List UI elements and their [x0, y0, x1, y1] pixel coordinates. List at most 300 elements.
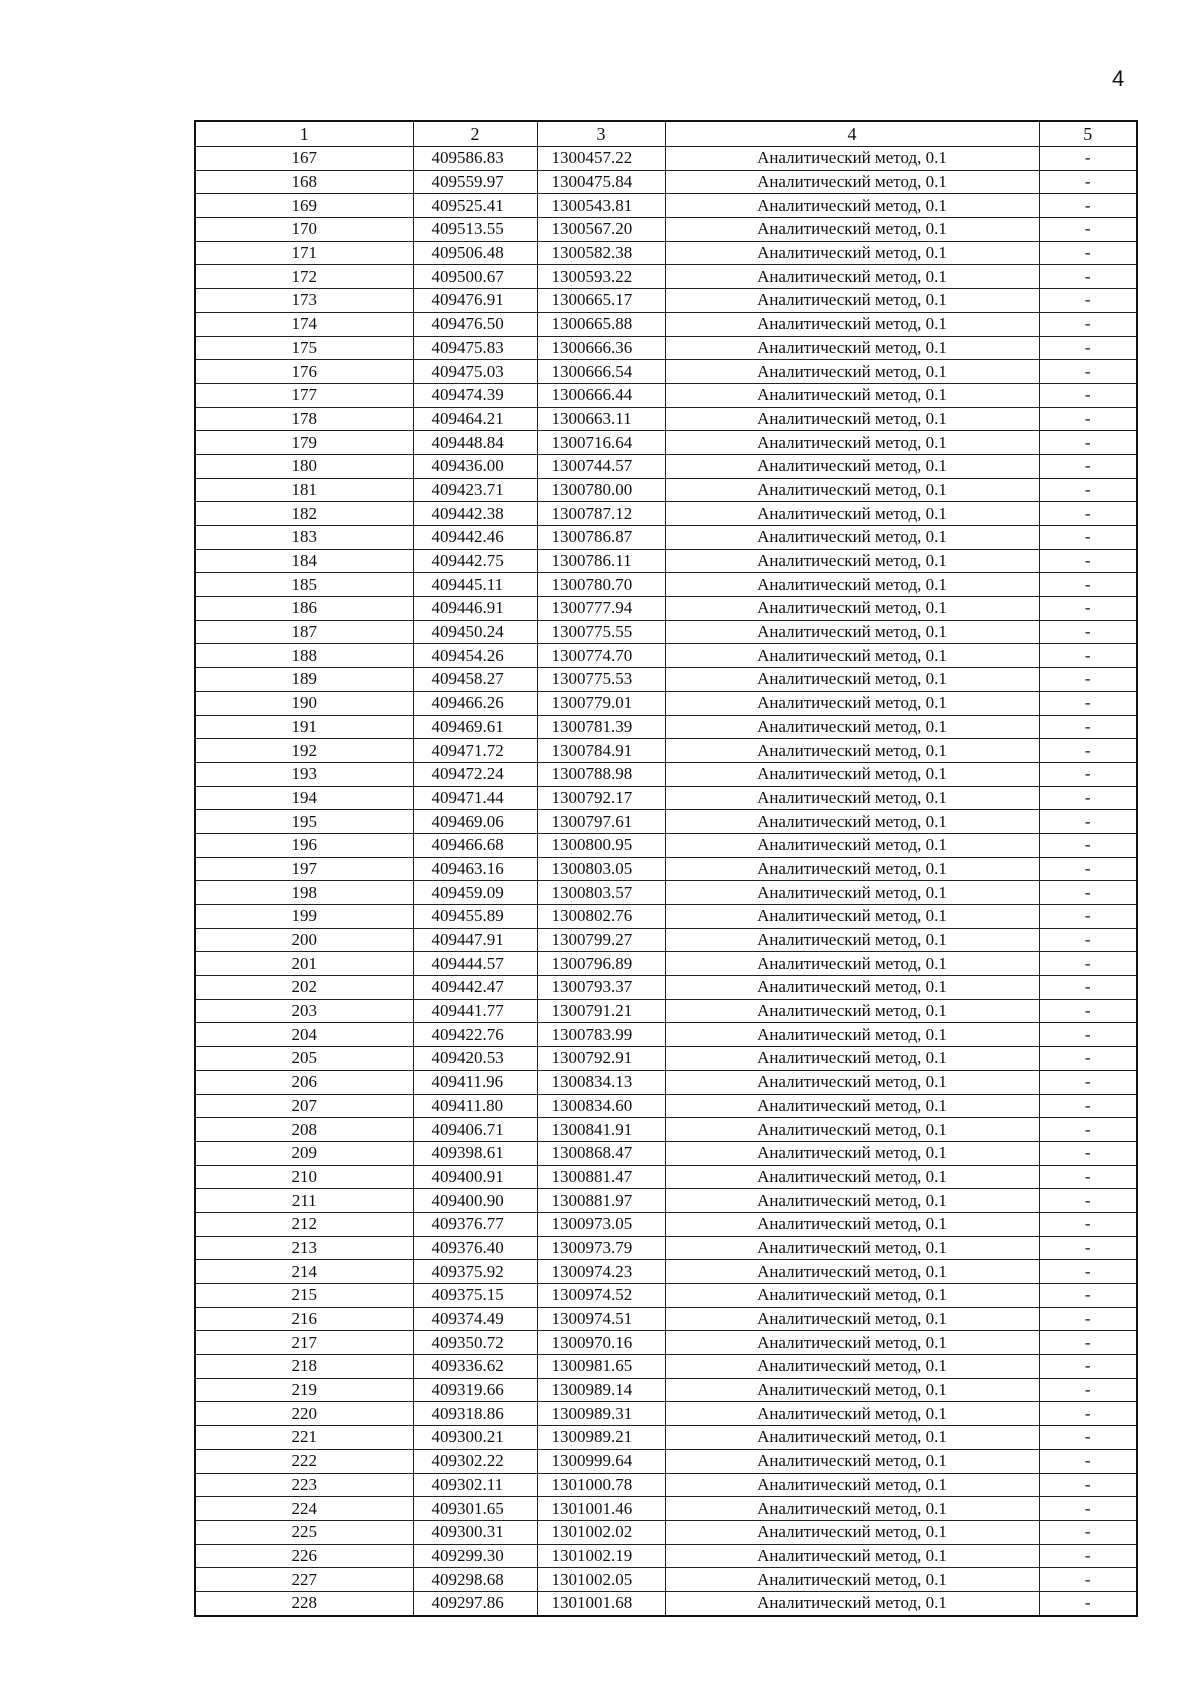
table-row [195, 194, 1137, 218]
table-row [195, 1284, 1137, 1308]
coord-y-cell: 1301001.68 [537, 1591, 665, 1615]
note-cell: - [1039, 1591, 1137, 1615]
method-cell: Аналитический метод, 0.1 [665, 502, 1039, 526]
table-row [195, 383, 1137, 407]
note-cell: - [1039, 1284, 1137, 1308]
table-row [195, 881, 1137, 905]
coord-y-cell: 1300841.91 [537, 1118, 665, 1142]
table-row [195, 407, 1137, 431]
point-number-cell: 201 [195, 952, 413, 976]
coord-y-cell: 1300786.87 [537, 526, 665, 550]
coord-y-cell: 1300834.60 [537, 1094, 665, 1118]
table-header [195, 121, 1137, 147]
point-number-cell: 206 [195, 1070, 413, 1094]
coord-y-cell: 1300881.97 [537, 1189, 665, 1213]
coord-x-cell: 409442.46 [413, 526, 537, 550]
point-number-cell: 218 [195, 1355, 413, 1379]
point-number-cell: 170 [195, 218, 413, 242]
coordinates-table [194, 120, 1138, 1617]
coord-y-cell: 1300787.12 [537, 502, 665, 526]
method-cell: Аналитический метод, 0.1 [665, 1402, 1039, 1426]
coord-y-cell: 1300974.23 [537, 1260, 665, 1284]
point-number-cell: 177 [195, 383, 413, 407]
coord-x-cell: 409300.21 [413, 1426, 537, 1450]
coord-x-cell: 409411.96 [413, 1070, 537, 1094]
table-row [195, 833, 1137, 857]
point-number-cell: 212 [195, 1212, 413, 1236]
table-row [195, 857, 1137, 881]
method-cell: Аналитический метод, 0.1 [665, 1568, 1039, 1592]
point-number-cell: 202 [195, 976, 413, 1000]
table-row [195, 762, 1137, 786]
coord-y-cell: 1300799.27 [537, 928, 665, 952]
method-cell: Аналитический метод, 0.1 [665, 478, 1039, 502]
point-number-cell: 175 [195, 336, 413, 360]
table-row [195, 1189, 1137, 1213]
point-number-cell: 214 [195, 1260, 413, 1284]
table-row [195, 1355, 1137, 1379]
point-number-cell: 211 [195, 1189, 413, 1213]
coord-y-cell: 1300793.37 [537, 976, 665, 1000]
coord-y-cell: 1300567.20 [537, 218, 665, 242]
coord-x-cell: 409374.49 [413, 1307, 537, 1331]
note-cell: - [1039, 1497, 1137, 1521]
table-row [195, 1497, 1137, 1521]
note-cell: - [1039, 194, 1137, 218]
note-cell: - [1039, 312, 1137, 336]
point-number-cell: 208 [195, 1118, 413, 1142]
coord-x-cell: 409442.75 [413, 549, 537, 573]
table-row [195, 336, 1137, 360]
table-row [195, 1236, 1137, 1260]
point-number-cell: 210 [195, 1165, 413, 1189]
method-cell: Аналитический метод, 0.1 [665, 644, 1039, 668]
coord-y-cell: 1300834.13 [537, 1070, 665, 1094]
note-cell: - [1039, 1023, 1137, 1047]
coord-x-cell: 409471.72 [413, 739, 537, 763]
table-row [195, 810, 1137, 834]
coord-y-cell: 1300989.21 [537, 1426, 665, 1450]
method-cell: Аналитический метод, 0.1 [665, 1260, 1039, 1284]
table-body [195, 147, 1137, 1616]
table-row [195, 170, 1137, 194]
table-row [195, 265, 1137, 289]
note-cell: - [1039, 526, 1137, 550]
note-cell: - [1039, 1331, 1137, 1355]
method-cell: Аналитический метод, 0.1 [665, 549, 1039, 573]
point-number-cell: 192 [195, 739, 413, 763]
note-cell: - [1039, 147, 1137, 171]
note-cell: - [1039, 810, 1137, 834]
point-number-cell: 172 [195, 265, 413, 289]
coord-x-cell: 409375.92 [413, 1260, 537, 1284]
note-cell: - [1039, 1070, 1137, 1094]
coord-x-cell: 409466.26 [413, 691, 537, 715]
table-row [195, 289, 1137, 313]
table-row [195, 928, 1137, 952]
note-cell: - [1039, 1544, 1137, 1568]
coord-x-cell: 409448.84 [413, 431, 537, 455]
table-row [195, 431, 1137, 455]
method-cell: Аналитический метод, 0.1 [665, 241, 1039, 265]
method-cell: Аналитический метод, 0.1 [665, 715, 1039, 739]
note-cell: - [1039, 644, 1137, 668]
table-row [195, 597, 1137, 621]
method-cell: Аналитический метод, 0.1 [665, 1473, 1039, 1497]
coordinates-table-container [194, 120, 1136, 1617]
coord-x-cell: 409454.26 [413, 644, 537, 668]
point-number-cell: 184 [195, 549, 413, 573]
method-cell: Аналитический метод, 0.1 [665, 786, 1039, 810]
header-row [195, 121, 1137, 147]
point-number-cell: 224 [195, 1497, 413, 1521]
method-cell: Аналитический метод, 0.1 [665, 1449, 1039, 1473]
point-number-cell: 228 [195, 1591, 413, 1615]
method-cell: Аналитический метод, 0.1 [665, 810, 1039, 834]
coord-x-cell: 409447.91 [413, 928, 537, 952]
method-cell: Аналитический метод, 0.1 [665, 1355, 1039, 1379]
table-row [195, 905, 1137, 929]
coord-y-cell: 1301001.46 [537, 1497, 665, 1521]
note-cell: - [1039, 905, 1137, 929]
note-cell: - [1039, 1260, 1137, 1284]
note-cell: - [1039, 668, 1137, 692]
point-number-cell: 190 [195, 691, 413, 715]
coord-y-cell: 1300973.79 [537, 1236, 665, 1260]
point-number-cell: 183 [195, 526, 413, 550]
header-col-2: 2 [413, 121, 537, 147]
table-row [195, 454, 1137, 478]
point-number-cell: 171 [195, 241, 413, 265]
coord-y-cell: 1300779.01 [537, 691, 665, 715]
table-row [195, 526, 1137, 550]
method-cell: Аналитический метод, 0.1 [665, 170, 1039, 194]
coord-y-cell: 1300744.57 [537, 454, 665, 478]
point-number-cell: 198 [195, 881, 413, 905]
method-cell: Аналитический метод, 0.1 [665, 1212, 1039, 1236]
coord-x-cell: 409475.03 [413, 360, 537, 384]
point-number-cell: 191 [195, 715, 413, 739]
coord-y-cell: 1300797.61 [537, 810, 665, 834]
note-cell: - [1039, 715, 1137, 739]
coord-x-cell: 409411.80 [413, 1094, 537, 1118]
coord-y-cell: 1300973.05 [537, 1212, 665, 1236]
coord-x-cell: 409299.30 [413, 1544, 537, 1568]
method-cell: Аналитический метод, 0.1 [665, 976, 1039, 1000]
point-number-cell: 174 [195, 312, 413, 336]
method-cell: Аналитический метод, 0.1 [665, 1497, 1039, 1521]
method-cell: Аналитический метод, 0.1 [665, 952, 1039, 976]
coord-x-cell: 409586.83 [413, 147, 537, 171]
coord-y-cell: 1301002.05 [537, 1568, 665, 1592]
point-number-cell: 196 [195, 833, 413, 857]
coord-x-cell: 409441.77 [413, 999, 537, 1023]
note-cell: - [1039, 762, 1137, 786]
coord-y-cell: 1301000.78 [537, 1473, 665, 1497]
point-number-cell: 187 [195, 620, 413, 644]
note-cell: - [1039, 1426, 1137, 1450]
method-cell: Аналитический метод, 0.1 [665, 597, 1039, 621]
coord-x-cell: 409476.50 [413, 312, 537, 336]
note-cell: - [1039, 1473, 1137, 1497]
coord-y-cell: 1300783.99 [537, 1023, 665, 1047]
note-cell: - [1039, 786, 1137, 810]
note-cell: - [1039, 1449, 1137, 1473]
page-number: 4 [1112, 66, 1125, 91]
table-row [195, 691, 1137, 715]
method-cell: Аналитический метод, 0.1 [665, 1284, 1039, 1308]
table-row [195, 1568, 1137, 1592]
point-number-cell: 216 [195, 1307, 413, 1331]
coord-x-cell: 409336.62 [413, 1355, 537, 1379]
point-number-cell: 217 [195, 1331, 413, 1355]
note-cell: - [1039, 170, 1137, 194]
table-row [195, 478, 1137, 502]
point-number-cell: 220 [195, 1402, 413, 1426]
method-cell: Аналитический метод, 0.1 [665, 336, 1039, 360]
table-row [195, 549, 1137, 573]
table-row [195, 1331, 1137, 1355]
coord-y-cell: 1300868.47 [537, 1141, 665, 1165]
note-cell: - [1039, 1307, 1137, 1331]
method-cell: Аналитический метод, 0.1 [665, 1047, 1039, 1071]
note-cell: - [1039, 1165, 1137, 1189]
coord-x-cell: 409442.47 [413, 976, 537, 1000]
table-row [195, 147, 1137, 171]
note-cell: - [1039, 1402, 1137, 1426]
coord-y-cell: 1300774.70 [537, 644, 665, 668]
note-cell: - [1039, 1378, 1137, 1402]
point-number-cell: 226 [195, 1544, 413, 1568]
note-cell: - [1039, 620, 1137, 644]
coord-y-cell: 1301002.19 [537, 1544, 665, 1568]
coord-x-cell: 409406.71 [413, 1118, 537, 1142]
table-row [195, 1023, 1137, 1047]
method-cell: Аналитический метод, 0.1 [665, 620, 1039, 644]
coord-y-cell: 1300989.31 [537, 1402, 665, 1426]
coord-y-cell: 1300881.47 [537, 1165, 665, 1189]
coord-y-cell: 1300780.70 [537, 573, 665, 597]
table-row [195, 1047, 1137, 1071]
coord-y-cell: 1300970.16 [537, 1331, 665, 1355]
method-cell: Аналитический метод, 0.1 [665, 905, 1039, 929]
method-cell: Аналитический метод, 0.1 [665, 691, 1039, 715]
coord-x-cell: 409400.90 [413, 1189, 537, 1213]
table-row [195, 1544, 1137, 1568]
coord-y-cell: 1300665.88 [537, 312, 665, 336]
coord-y-cell: 1300716.64 [537, 431, 665, 455]
coord-x-cell: 409444.57 [413, 952, 537, 976]
coord-x-cell: 409463.16 [413, 857, 537, 881]
coord-y-cell: 1300974.52 [537, 1284, 665, 1308]
table-row [195, 1591, 1137, 1615]
note-cell: - [1039, 383, 1137, 407]
coord-y-cell: 1300666.36 [537, 336, 665, 360]
table-row [195, 1212, 1137, 1236]
point-number-cell: 197 [195, 857, 413, 881]
method-cell: Аналитический метод, 0.1 [665, 857, 1039, 881]
coord-x-cell: 409376.40 [413, 1236, 537, 1260]
coord-y-cell: 1300582.38 [537, 241, 665, 265]
coord-x-cell: 409301.65 [413, 1497, 537, 1521]
method-cell: Аналитический метод, 0.1 [665, 147, 1039, 171]
table-row [195, 952, 1137, 976]
coord-y-cell: 1300974.51 [537, 1307, 665, 1331]
coord-x-cell: 409319.66 [413, 1378, 537, 1402]
header-col-1: 1 [195, 121, 413, 147]
method-cell: Аналитический метод, 0.1 [665, 1426, 1039, 1450]
table-row [195, 502, 1137, 526]
point-number-cell: 215 [195, 1284, 413, 1308]
coord-x-cell: 409466.68 [413, 833, 537, 857]
point-number-cell: 185 [195, 573, 413, 597]
method-cell: Аналитический метод, 0.1 [665, 1165, 1039, 1189]
note-cell: - [1039, 833, 1137, 857]
note-cell: - [1039, 597, 1137, 621]
coord-x-cell: 409474.39 [413, 383, 537, 407]
method-cell: Аналитический метод, 0.1 [665, 928, 1039, 952]
method-cell: Аналитический метод, 0.1 [665, 1023, 1039, 1047]
coord-y-cell: 1300663.11 [537, 407, 665, 431]
table-row [195, 1449, 1137, 1473]
coord-y-cell: 1300803.05 [537, 857, 665, 881]
note-cell: - [1039, 1047, 1137, 1071]
method-cell: Аналитический метод, 0.1 [665, 1094, 1039, 1118]
table-row [195, 218, 1137, 242]
method-cell: Аналитический метод, 0.1 [665, 526, 1039, 550]
point-number-cell: 223 [195, 1473, 413, 1497]
note-cell: - [1039, 241, 1137, 265]
coord-x-cell: 409525.41 [413, 194, 537, 218]
point-number-cell: 189 [195, 668, 413, 692]
table-row [195, 1378, 1137, 1402]
method-cell: Аналитический метод, 0.1 [665, 1591, 1039, 1615]
method-cell: Аналитический метод, 0.1 [665, 289, 1039, 313]
coord-y-cell: 1300593.22 [537, 265, 665, 289]
method-cell: Аналитический метод, 0.1 [665, 312, 1039, 336]
note-cell: - [1039, 1212, 1137, 1236]
coord-x-cell: 409471.44 [413, 786, 537, 810]
note-cell: - [1039, 1189, 1137, 1213]
note-cell: - [1039, 336, 1137, 360]
table-row [195, 739, 1137, 763]
method-cell: Аналитический метод, 0.1 [665, 1236, 1039, 1260]
method-cell: Аналитический метод, 0.1 [665, 383, 1039, 407]
coord-y-cell: 1300999.64 [537, 1449, 665, 1473]
table-row [195, 786, 1137, 810]
note-cell: - [1039, 478, 1137, 502]
note-cell: - [1039, 928, 1137, 952]
coord-x-cell: 409376.77 [413, 1212, 537, 1236]
note-cell: - [1039, 1568, 1137, 1592]
coord-y-cell: 1300792.91 [537, 1047, 665, 1071]
coord-y-cell: 1301002.02 [537, 1520, 665, 1544]
header-col-5: 5 [1039, 121, 1137, 147]
coord-y-cell: 1300989.14 [537, 1378, 665, 1402]
coord-y-cell: 1300981.65 [537, 1355, 665, 1379]
point-number-cell: 209 [195, 1141, 413, 1165]
method-cell: Аналитический метод, 0.1 [665, 1544, 1039, 1568]
point-number-cell: 179 [195, 431, 413, 455]
method-cell: Аналитический метод, 0.1 [665, 1307, 1039, 1331]
table-row [195, 312, 1137, 336]
point-number-cell: 194 [195, 786, 413, 810]
method-cell: Аналитический метод, 0.1 [665, 1189, 1039, 1213]
table-row [195, 573, 1137, 597]
coord-y-cell: 1300543.81 [537, 194, 665, 218]
note-cell: - [1039, 1355, 1137, 1379]
coord-y-cell: 1300786.11 [537, 549, 665, 573]
note-cell: - [1039, 691, 1137, 715]
coord-x-cell: 409464.21 [413, 407, 537, 431]
note-cell: - [1039, 431, 1137, 455]
coord-x-cell: 409559.97 [413, 170, 537, 194]
coord-y-cell: 1300780.00 [537, 478, 665, 502]
note-cell: - [1039, 573, 1137, 597]
note-cell: - [1039, 360, 1137, 384]
table-row [195, 1165, 1137, 1189]
method-cell: Аналитический метод, 0.1 [665, 194, 1039, 218]
point-number-cell: 200 [195, 928, 413, 952]
coord-x-cell: 409469.06 [413, 810, 537, 834]
note-cell: - [1039, 999, 1137, 1023]
method-cell: Аналитический метод, 0.1 [665, 407, 1039, 431]
method-cell: Аналитический метод, 0.1 [665, 739, 1039, 763]
note-cell: - [1039, 1236, 1137, 1260]
method-cell: Аналитический метод, 0.1 [665, 1141, 1039, 1165]
coord-x-cell: 409350.72 [413, 1331, 537, 1355]
coord-x-cell: 409475.83 [413, 336, 537, 360]
coord-y-cell: 1300803.57 [537, 881, 665, 905]
coord-x-cell: 409472.24 [413, 762, 537, 786]
point-number-cell: 199 [195, 905, 413, 929]
point-number-cell: 168 [195, 170, 413, 194]
point-number-cell: 178 [195, 407, 413, 431]
coord-y-cell: 1300784.91 [537, 739, 665, 763]
coord-x-cell: 409458.27 [413, 668, 537, 692]
note-cell: - [1039, 952, 1137, 976]
note-cell: - [1039, 265, 1137, 289]
coord-y-cell: 1300796.89 [537, 952, 665, 976]
coord-x-cell: 409400.91 [413, 1165, 537, 1189]
point-number-cell: 221 [195, 1426, 413, 1450]
note-cell: - [1039, 739, 1137, 763]
note-cell: - [1039, 976, 1137, 1000]
note-cell: - [1039, 881, 1137, 905]
point-number-cell: 193 [195, 762, 413, 786]
coord-x-cell: 409398.61 [413, 1141, 537, 1165]
method-cell: Аналитический метод, 0.1 [665, 1331, 1039, 1355]
coord-y-cell: 1300666.44 [537, 383, 665, 407]
coord-x-cell: 409302.22 [413, 1449, 537, 1473]
method-cell: Аналитический метод, 0.1 [665, 431, 1039, 455]
coord-y-cell: 1300802.76 [537, 905, 665, 929]
coord-y-cell: 1300457.22 [537, 147, 665, 171]
point-number-cell: 207 [195, 1094, 413, 1118]
coord-y-cell: 1300775.55 [537, 620, 665, 644]
coord-y-cell: 1300475.84 [537, 170, 665, 194]
method-cell: Аналитический метод, 0.1 [665, 1520, 1039, 1544]
method-cell: Аналитический метод, 0.1 [665, 1070, 1039, 1094]
coord-x-cell: 409302.11 [413, 1473, 537, 1497]
note-cell: - [1039, 289, 1137, 313]
table-row [195, 1118, 1137, 1142]
coord-y-cell: 1300665.17 [537, 289, 665, 313]
table-row [195, 1307, 1137, 1331]
note-cell: - [1039, 218, 1137, 242]
method-cell: Аналитический метод, 0.1 [665, 668, 1039, 692]
coord-y-cell: 1300775.53 [537, 668, 665, 692]
